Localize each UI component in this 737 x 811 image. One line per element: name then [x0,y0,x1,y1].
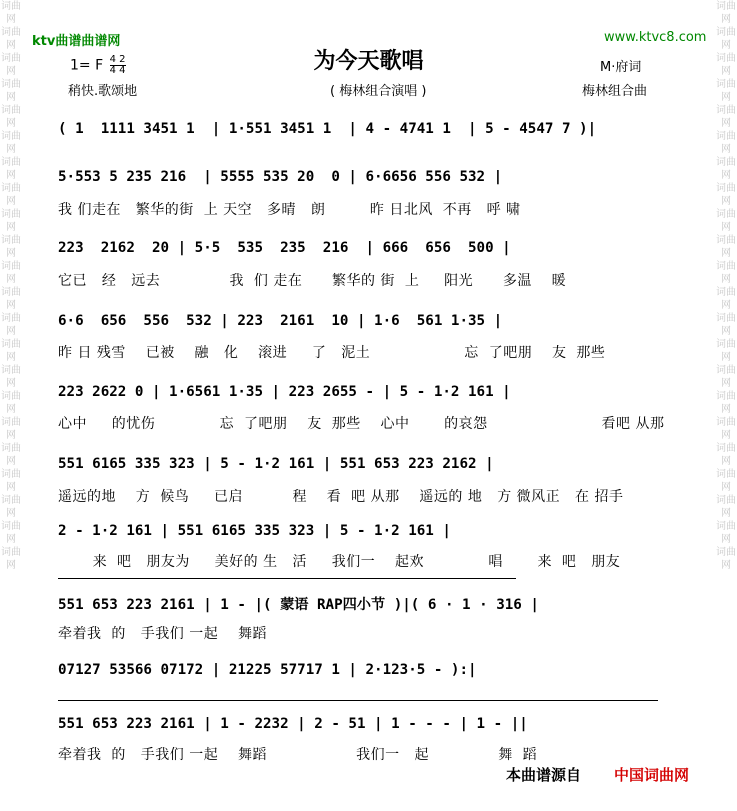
notation-line-9: 07127 53566 07172 | 21225 57717 1 | 2·123·5 - ):| [58,662,477,678]
composer: 梅林组合曲 [582,84,648,99]
meter-top: 4 2 [109,54,126,65]
tempo-marking: 稍快.歌颂地 [68,84,138,99]
meter-bottom: 4 4 [109,65,126,76]
notation-line-4: 6·6 656 556 532 | 223 2161 10 | 1·6 561 1·35 | [58,313,503,329]
notation-line-10: 551 653 223 2161 | 1 - 2232 | 2 - 51 | 1 - - - | 1 - || [58,716,528,732]
key-label: 1= F [70,57,104,74]
notation-line-6: 551 6165 335 323 | 5 - 1·2 161 | 551 653 223 2162 | [58,456,494,472]
notation-line-2: 5·553 5 235 216 | 5555 535 20 0 | 6·6656 556 532 | [58,169,503,185]
notation-line-7: 2 - 1·2 161 | 551 6165 335 323 | 5 - 1·2 161 | [58,523,451,539]
lyric-line-10: 牵着我 的 手我们 一起 舞蹈 我们一 起 舞 蹈 [58,747,538,763]
lyric-line-2: 我 们走在 繁华的街 上 天空 多晴 朗 昨 日北风 不再 呼 啸 [58,202,521,218]
lyric-line-4: 昨 日 残雪 已被 融 化 滚进 了 泥土 忘 了吧朋 友 那些 [58,345,606,361]
key-signature [70,55,126,76]
time-signature [110,55,126,76]
volta-bracket-1 [58,578,516,579]
notation-line-5: 223 2622 0 | 1·6561 1·35 | 223 2655 - | 5 - 1·2 161 | [58,384,511,400]
footer-site-link[interactable]: 中国词曲网 [614,766,690,784]
lyricist: M·府词 [600,60,642,75]
lyric-line-7: 来 吧 朋友为 美好的 生 活 我们一 起欢 唱 来 吧 朋友 [58,554,621,570]
site-url-right: www.ktvc8.com [604,30,707,45]
lyric-line-8: 牵着我 的 手我们 一起 舞蹈 [58,626,268,642]
lyric-line-5: 心中 的忧伤 忘 了吧朋 友 那些 心中 的哀怨 看吧 从那 [58,416,665,432]
lyric-line-6: 遥远的地 方 候鸟 已启 程 看 吧 从那 遥远的 地 方 微风正 在 招手 [58,489,624,505]
song-title: 为今天歌唱 [313,49,424,74]
volta-bracket-2 [58,700,658,701]
lyric-line-3: 它已 经 远去 我 们 走在 繁华的 街 上 阳光 多温 暖 [58,273,567,289]
watermark-right: 词曲网 词曲网 词曲网 词曲网 词曲网 词曲网 词曲网 词曲网 词曲网 词曲网 词曲网 词曲网 词曲网 词曲网 词曲网 词曲网 词曲网 词曲网 词曲网 词曲网 词曲网 词曲网 [716,1,736,571]
notation-line-8: 551 653 223 2161 | 1 - |( 蒙语 RAP四小节 )|( 6 · 1 · 316 | [58,597,539,613]
site-name-left: ktv曲谱曲谱网 [32,34,121,49]
notation-line-3: 223 2162 20 | 5·5 535 235 216 | 666 656 500 | [58,240,511,256]
notation-line-1: ( 1 1111 3451 1 | 1·551 3451 1 | 4 - 4741 1 | 5 - 4547 7 )| [58,121,597,137]
watermark-left: 词曲网 词曲网 词曲网 词曲网 词曲网 词曲网 词曲网 词曲网 词曲网 词曲网 词曲网 词曲网 词曲网 词曲网 词曲网 词曲网 词曲网 词曲网 词曲网 词曲网 词曲网 词曲网 [1,1,21,571]
performer: ( 梅林组合演唱 ) [330,84,427,99]
footer-source-label: 本曲谱源自 [506,766,582,784]
